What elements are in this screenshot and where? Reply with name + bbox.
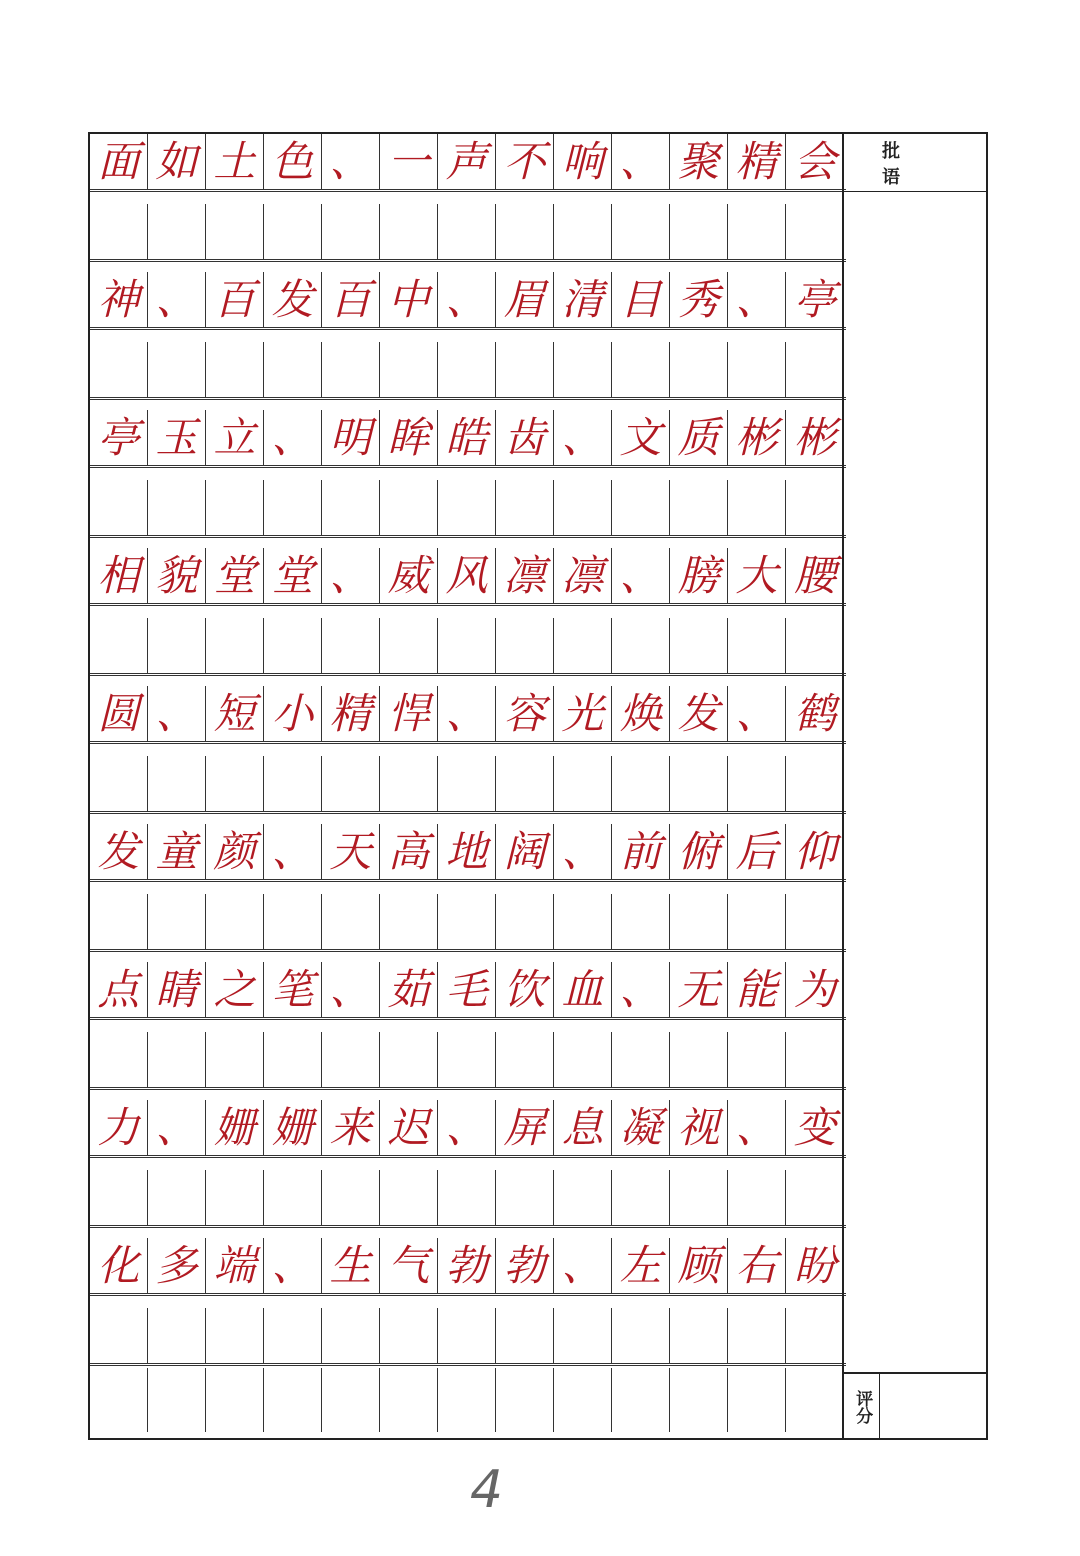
character-cell: 大 <box>728 548 786 603</box>
character-cell: 神 <box>90 272 148 327</box>
character-cell: 、 <box>264 824 322 879</box>
blank-cell <box>438 1170 496 1225</box>
blank-cell <box>728 1170 786 1225</box>
blank-cell <box>438 618 496 673</box>
blank-cell <box>206 480 264 535</box>
blank-cell <box>206 1170 264 1225</box>
character-cell: 高 <box>380 824 438 879</box>
character-cell: 童 <box>148 824 206 879</box>
character-cell: 、 <box>322 134 380 189</box>
character-cell: 彬 <box>728 410 786 465</box>
character-cell: 秀 <box>670 272 728 327</box>
blank-cell <box>612 204 670 259</box>
character-cell: 阔 <box>496 824 554 879</box>
blank-cell <box>728 480 786 535</box>
blank-cell <box>554 1308 612 1363</box>
character-cell: 会 <box>793 136 836 186</box>
blank-cell <box>264 204 322 259</box>
character-cell: 凝 <box>612 1100 670 1155</box>
blank-cell <box>786 894 844 949</box>
blank-cell <box>322 1032 380 1087</box>
writing-row <box>90 410 846 468</box>
blank-cell <box>438 342 496 397</box>
character-cell: 质 <box>670 410 728 465</box>
blank-cell <box>496 894 554 949</box>
blank-practice-row <box>90 480 846 538</box>
blank-cell <box>728 1308 786 1363</box>
blank-cell <box>148 1368 206 1432</box>
character-cell: 响 <box>554 134 612 189</box>
blank-cell <box>380 1170 438 1225</box>
character-cell: 顾 <box>670 1238 728 1293</box>
character-cell: 堂 <box>206 548 264 603</box>
character-cell: 圆 <box>90 686 148 741</box>
blank-cell <box>264 480 322 535</box>
character-cell: 、 <box>728 272 786 327</box>
blank-cell <box>670 342 728 397</box>
blank-cell <box>728 756 786 811</box>
character-cell: 凛 <box>554 548 612 603</box>
writing-row <box>90 962 846 1020</box>
character-cell: 膀 <box>670 548 728 603</box>
character-cell: 笔 <box>264 962 322 1017</box>
character-cell: 俯 <box>670 824 728 879</box>
blank-practice-row <box>90 618 846 676</box>
blank-cell <box>90 204 148 259</box>
character-cell: 焕 <box>612 686 670 741</box>
practice-sheet <box>88 132 988 1440</box>
character-cell: 、 <box>728 1100 786 1155</box>
character-cell: 不 <box>496 134 554 189</box>
character-cell: 点 <box>90 962 148 1017</box>
blank-cell <box>670 480 728 535</box>
blank-cell <box>612 1308 670 1363</box>
blank-cell <box>612 618 670 673</box>
blank-cell <box>786 618 844 673</box>
blank-cell <box>264 756 322 811</box>
blank-cell <box>496 204 554 259</box>
blank-cell <box>786 1170 844 1225</box>
character-cell: 、 <box>264 410 322 465</box>
character-cell: 屏 <box>496 1100 554 1155</box>
writing-row <box>90 548 846 606</box>
blank-cell <box>728 1368 786 1432</box>
character-cell: 相 <box>90 548 148 603</box>
blank-cell <box>380 756 438 811</box>
character-cell: 、 <box>612 962 670 1017</box>
blank-cell <box>264 1170 322 1225</box>
blank-cell <box>554 1170 612 1225</box>
character-grid <box>88 132 844 1440</box>
blank-cell <box>438 1032 496 1087</box>
blank-cell <box>206 1308 264 1363</box>
character-cell: 小 <box>264 686 322 741</box>
blank-cell <box>380 480 438 535</box>
character-cell: 发 <box>90 824 148 879</box>
blank-practice-row <box>90 1368 846 1432</box>
blank-cell <box>438 1368 496 1432</box>
character-cell: 生 <box>322 1238 380 1293</box>
blank-cell <box>322 1368 380 1432</box>
blank-cell <box>612 1170 670 1225</box>
blank-cell <box>148 894 206 949</box>
blank-cell <box>90 618 148 673</box>
character-cell: 能 <box>728 962 786 1017</box>
character-cell: 化 <box>90 1238 148 1293</box>
character-cell: 发 <box>264 272 322 327</box>
blank-cell <box>148 756 206 811</box>
blank-cell <box>380 894 438 949</box>
character-cell: 、 <box>148 1100 206 1155</box>
blank-cell <box>380 342 438 397</box>
blank-cell <box>612 480 670 535</box>
blank-cell <box>206 204 264 259</box>
character-cell: 、 <box>438 1100 496 1155</box>
blank-cell <box>496 342 554 397</box>
blank-cell <box>612 1368 670 1432</box>
blank-cell <box>438 756 496 811</box>
blank-practice-row <box>90 1032 846 1090</box>
blank-cell <box>496 1308 554 1363</box>
blank-cell <box>728 1032 786 1087</box>
character-cell: 、 <box>148 686 206 741</box>
character-cell: 姗 <box>206 1100 264 1155</box>
blank-cell <box>554 618 612 673</box>
character-cell: 玉 <box>148 410 206 465</box>
character-cell: 天 <box>322 824 380 879</box>
blank-cell <box>148 618 206 673</box>
blank-cell <box>264 342 322 397</box>
blank-cell <box>496 480 554 535</box>
blank-cell <box>206 1368 264 1432</box>
comment-label: 批语 <box>844 134 986 192</box>
character-cell: 一 <box>380 134 438 189</box>
blank-cell <box>322 1308 380 1363</box>
character-cell: 变 <box>793 1102 836 1152</box>
blank-cell <box>322 618 380 673</box>
blank-cell <box>554 1368 612 1432</box>
character-cell: 端 <box>206 1238 264 1293</box>
blank-cell <box>90 342 148 397</box>
character-cell: 鹤 <box>793 688 836 738</box>
blank-cell <box>554 894 612 949</box>
character-cell: 发 <box>670 686 728 741</box>
blank-cell <box>264 1368 322 1432</box>
blank-cell <box>380 204 438 259</box>
blank-cell <box>670 894 728 949</box>
character-cell: 姗 <box>264 1100 322 1155</box>
blank-cell <box>322 894 380 949</box>
writing-row <box>90 1238 846 1296</box>
blank-cell <box>496 756 554 811</box>
character-cell: 百 <box>322 272 380 327</box>
blank-cell <box>438 480 496 535</box>
character-cell: 亭 <box>793 274 836 324</box>
blank-cell <box>728 618 786 673</box>
blank-cell <box>786 204 844 259</box>
character-cell: 地 <box>438 824 496 879</box>
blank-cell <box>786 1032 844 1087</box>
score-box <box>844 1372 986 1440</box>
blank-cell <box>554 756 612 811</box>
character-cell: 、 <box>322 548 380 603</box>
character-cell: 茹 <box>380 962 438 1017</box>
blank-cell <box>264 1308 322 1363</box>
character-cell: 清 <box>554 272 612 327</box>
blank-cell <box>90 894 148 949</box>
blank-cell <box>90 480 148 535</box>
character-cell: 力 <box>90 1100 148 1155</box>
blank-cell <box>206 1032 264 1087</box>
character-cell: 迟 <box>380 1100 438 1155</box>
blank-cell <box>554 204 612 259</box>
blank-cell <box>322 1170 380 1225</box>
character-cell: 容 <box>496 686 554 741</box>
character-cell: 血 <box>554 962 612 1017</box>
character-cell: 悍 <box>380 686 438 741</box>
character-cell: 、 <box>612 548 670 603</box>
blank-cell <box>728 894 786 949</box>
blank-cell <box>612 1032 670 1087</box>
blank-practice-row <box>90 756 846 814</box>
character-cell: 光 <box>554 686 612 741</box>
blank-cell <box>148 480 206 535</box>
blank-cell <box>380 1368 438 1432</box>
writing-row <box>90 272 846 330</box>
character-cell: 为 <box>793 964 836 1014</box>
blank-cell <box>206 342 264 397</box>
blank-cell <box>264 618 322 673</box>
character-cell: 来 <box>322 1100 380 1155</box>
character-cell: 勃 <box>438 1238 496 1293</box>
character-cell: 之 <box>206 962 264 1017</box>
blank-cell <box>380 618 438 673</box>
character-cell: 短 <box>206 686 264 741</box>
writing-row <box>90 686 846 744</box>
character-cell: 明 <box>322 410 380 465</box>
blank-cell <box>90 1368 148 1432</box>
blank-cell <box>90 1170 148 1225</box>
blank-cell <box>322 756 380 811</box>
blank-cell <box>322 480 380 535</box>
blank-cell <box>206 894 264 949</box>
character-cell: 皓 <box>438 410 496 465</box>
character-cell: 、 <box>728 686 786 741</box>
character-cell: 、 <box>438 686 496 741</box>
blank-cell <box>206 618 264 673</box>
blank-cell <box>670 1368 728 1432</box>
blank-cell <box>786 342 844 397</box>
character-cell: 风 <box>438 548 496 603</box>
blank-cell <box>206 756 264 811</box>
blank-cell <box>670 618 728 673</box>
blank-cell <box>496 618 554 673</box>
character-cell: 眉 <box>496 272 554 327</box>
character-cell: 堂 <box>264 548 322 603</box>
page-number: 4 <box>470 1460 504 1520</box>
blank-cell <box>728 342 786 397</box>
character-cell: 立 <box>206 410 264 465</box>
blank-cell <box>670 1170 728 1225</box>
character-cell: 、 <box>554 824 612 879</box>
character-cell: 面 <box>90 134 148 189</box>
blank-cell <box>786 756 844 811</box>
character-cell: 土 <box>206 134 264 189</box>
blank-cell <box>148 204 206 259</box>
blank-cell <box>264 894 322 949</box>
character-cell: 、 <box>612 134 670 189</box>
character-cell: 多 <box>148 1238 206 1293</box>
blank-cell <box>148 1308 206 1363</box>
character-cell: 如 <box>148 134 206 189</box>
character-cell: 齿 <box>496 410 554 465</box>
character-cell: 亭 <box>90 410 148 465</box>
blank-cell <box>380 1032 438 1087</box>
blank-cell <box>90 756 148 811</box>
writing-row <box>90 1100 846 1158</box>
side-panel <box>842 132 988 1440</box>
character-cell: 色 <box>264 134 322 189</box>
character-cell: 饮 <box>496 962 554 1017</box>
blank-practice-row <box>90 342 846 400</box>
character-cell: 文 <box>612 410 670 465</box>
blank-cell <box>670 756 728 811</box>
blank-cell <box>786 1308 844 1363</box>
blank-cell <box>786 480 844 535</box>
character-cell: 右 <box>728 1238 786 1293</box>
blank-cell <box>728 204 786 259</box>
blank-cell <box>438 894 496 949</box>
character-cell: 、 <box>264 1238 322 1293</box>
character-cell: 、 <box>554 410 612 465</box>
character-cell: 睛 <box>148 962 206 1017</box>
character-cell: 精 <box>728 134 786 189</box>
character-cell: 貌 <box>148 548 206 603</box>
character-cell: 颜 <box>206 824 264 879</box>
score-label: 评分 <box>844 1374 880 1440</box>
blank-cell <box>786 1368 844 1432</box>
character-cell: 目 <box>612 272 670 327</box>
blank-cell <box>554 480 612 535</box>
character-cell: 、 <box>438 272 496 327</box>
blank-cell <box>612 894 670 949</box>
blank-cell <box>438 1308 496 1363</box>
blank-cell <box>554 342 612 397</box>
character-cell: 前 <box>612 824 670 879</box>
character-cell: 精 <box>322 686 380 741</box>
character-cell: 眸 <box>380 410 438 465</box>
blank-cell <box>496 1170 554 1225</box>
character-cell: 后 <box>728 824 786 879</box>
character-cell: 视 <box>670 1100 728 1155</box>
blank-cell <box>496 1368 554 1432</box>
blank-practice-row <box>90 1170 846 1228</box>
character-cell: 凛 <box>496 548 554 603</box>
character-cell: 中 <box>380 272 438 327</box>
blank-cell <box>90 1032 148 1087</box>
character-cell: 、 <box>322 962 380 1017</box>
character-cell: 勃 <box>496 1238 554 1293</box>
character-cell: 、 <box>554 1238 612 1293</box>
character-cell: 声 <box>438 134 496 189</box>
blank-cell <box>670 1032 728 1087</box>
character-cell: 仰 <box>793 826 836 876</box>
blank-cell <box>380 1308 438 1363</box>
writing-row <box>90 134 846 192</box>
blank-cell <box>148 342 206 397</box>
character-cell: 腰 <box>793 550 836 600</box>
blank-cell <box>322 204 380 259</box>
blank-practice-row <box>90 204 846 262</box>
blank-practice-row <box>90 894 846 952</box>
blank-cell <box>148 1170 206 1225</box>
writing-row <box>90 824 846 882</box>
blank-cell <box>670 204 728 259</box>
character-cell: 聚 <box>670 134 728 189</box>
character-cell: 盼 <box>793 1240 836 1290</box>
character-cell: 彬 <box>793 412 836 462</box>
character-cell: 气 <box>380 1238 438 1293</box>
character-cell: 威 <box>380 548 438 603</box>
blank-cell <box>612 756 670 811</box>
character-cell: 无 <box>670 962 728 1017</box>
blank-cell <box>264 1032 322 1087</box>
blank-cell <box>612 342 670 397</box>
character-cell: 息 <box>554 1100 612 1155</box>
blank-cell <box>670 1308 728 1363</box>
blank-cell <box>322 342 380 397</box>
blank-practice-row <box>90 1308 846 1366</box>
blank-cell <box>90 1308 148 1363</box>
blank-cell <box>496 1032 554 1087</box>
character-cell: 百 <box>206 272 264 327</box>
character-cell: 、 <box>148 272 206 327</box>
blank-cell <box>148 1032 206 1087</box>
blank-cell <box>438 204 496 259</box>
character-cell: 左 <box>612 1238 670 1293</box>
character-cell: 毛 <box>438 962 496 1017</box>
blank-cell <box>554 1032 612 1087</box>
